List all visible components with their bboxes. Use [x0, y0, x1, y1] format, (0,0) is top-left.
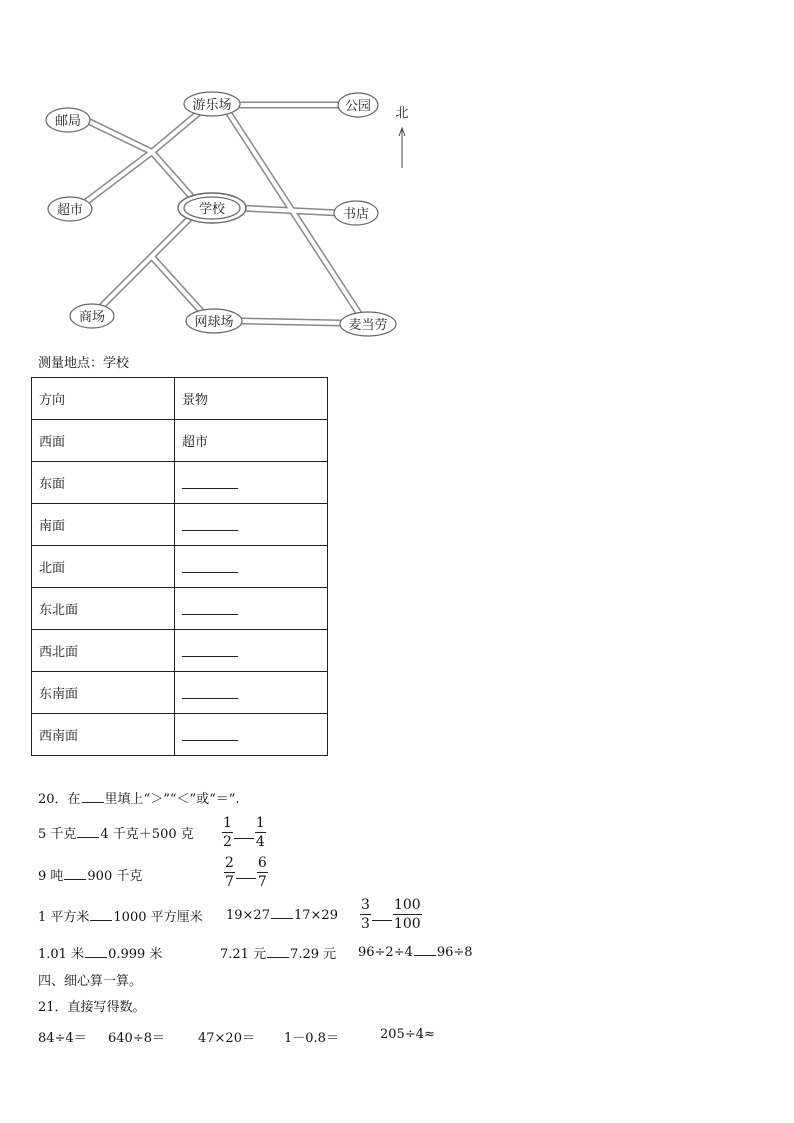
place-school	[178, 193, 246, 223]
answer-blank-cell[interactable]	[175, 546, 328, 588]
answer-blank-cell[interactable]	[175, 630, 328, 672]
fraction-compare-1	[222, 814, 266, 851]
svg-text:网球场: 网球场	[194, 315, 234, 330]
row-direction: 西南面	[32, 714, 175, 756]
compare-blank[interactable]	[64, 867, 86, 880]
place-tennis-court	[186, 309, 242, 333]
table-row	[32, 588, 328, 630]
row-direction: 东南面	[32, 672, 175, 714]
svg-text:邮局: 邮局	[54, 114, 82, 129]
compare-blank[interactable]	[271, 906, 293, 919]
row-direction: 西北面	[32, 630, 175, 672]
compare-row-3a: 1 平方米 1000 平方厘米	[38, 910, 203, 925]
svg-text:公园: 公园	[344, 99, 372, 114]
place-supermarket	[48, 197, 92, 221]
place-bookstore	[334, 201, 378, 225]
fraction: $\frac{1}{2}$	[223, 815, 232, 850]
fraction: $\frac{2}{7}$	[225, 855, 234, 890]
fraction-compare-2	[224, 854, 268, 891]
svg-text:书店: 书店	[342, 207, 370, 222]
svg-text:学校: 学校	[198, 202, 226, 217]
direction-table	[31, 377, 328, 756]
svg-text:游乐场: 游乐场	[192, 98, 232, 113]
direction-map	[30, 80, 430, 350]
compare-blank[interactable]	[372, 920, 392, 921]
place-mall	[70, 304, 114, 328]
row-scenery: 超市	[175, 420, 328, 462]
table-header-row	[32, 378, 328, 420]
fraction: $\frac{3}{3}$	[361, 897, 370, 932]
blank-example	[82, 790, 104, 803]
answer-blank-cell[interactable]	[175, 504, 328, 546]
calc-item: 84÷4＝	[38, 1031, 87, 1046]
north-arrow	[395, 106, 408, 168]
compare-row-4b: 7.21 元 7.29 元	[220, 947, 337, 962]
header-direction: 方向	[32, 378, 175, 420]
answer-line[interactable]	[182, 644, 238, 657]
measure-location: 测量地点：学校	[38, 356, 130, 371]
table-row	[32, 714, 328, 756]
compare-blank[interactable]	[414, 943, 436, 956]
answer-blank-cell[interactable]	[175, 462, 328, 504]
q21-title: 21．直接写得数。	[38, 1000, 146, 1015]
table-row	[32, 504, 328, 546]
fraction: $\frac{100}{100}$	[393, 897, 421, 932]
svg-text:超市: 超市	[56, 203, 84, 218]
table-row	[32, 630, 328, 672]
svg-text:北: 北	[395, 106, 409, 121]
answer-line[interactable]	[182, 518, 238, 531]
answer-line[interactable]	[182, 476, 238, 489]
calc-item: 47×20＝	[198, 1031, 255, 1046]
row-direction: 西面	[32, 420, 175, 462]
fraction: $\frac{6}{7}$	[257, 855, 267, 890]
compare-row-3b: 19×27 17×29	[226, 908, 338, 923]
calc-item: 205÷4≈	[380, 1027, 435, 1042]
compare-blank[interactable]	[267, 945, 289, 958]
row-direction: 北面	[32, 546, 175, 588]
fraction: $\frac{1}{4}$	[255, 815, 265, 850]
answer-blank-cell[interactable]	[175, 588, 328, 630]
answer-line[interactable]	[182, 686, 238, 699]
svg-text:麦当劳: 麦当劳	[348, 318, 388, 333]
answer-line[interactable]	[182, 602, 238, 615]
compare-blank[interactable]	[85, 945, 107, 958]
row-direction: 东北面	[32, 588, 175, 630]
compare-blank[interactable]	[77, 825, 99, 838]
answer-blank-cell[interactable]	[175, 714, 328, 756]
table-row	[32, 546, 328, 588]
compare-blank[interactable]	[90, 908, 112, 921]
compare-row-2a: 9 吨 900 千克	[38, 869, 143, 884]
calc-item: 640÷8＝	[108, 1031, 165, 1046]
table-row	[32, 462, 328, 504]
calc-item: 1－0.8＝	[284, 1031, 339, 1046]
compare-blank[interactable]	[234, 838, 254, 839]
place-post-office	[46, 108, 90, 132]
compare-blank[interactable]	[236, 878, 256, 879]
svg-text:商场: 商场	[78, 310, 106, 325]
fraction-compare-3	[360, 896, 422, 933]
table-row	[32, 672, 328, 714]
answer-blank-cell[interactable]	[175, 672, 328, 714]
q20-title: 20．在 里填上“＞”“＜”或“＝”.	[38, 792, 240, 807]
answer-line[interactable]	[182, 728, 238, 741]
place-amusement-park	[184, 92, 240, 116]
header-scenery: 景物	[175, 378, 328, 420]
answer-line[interactable]	[182, 560, 238, 573]
compare-row-4c: 96÷2÷4 96÷8	[358, 945, 473, 960]
table-row	[32, 420, 328, 462]
compare-row-1a: 5 千克 4 千克＋500 克	[38, 827, 194, 842]
place-park	[338, 93, 378, 117]
place-mcdonalds	[340, 312, 396, 336]
section-title: 四、细心算一算。	[38, 974, 143, 989]
compare-row-4a: 1.01 米 0.999 米	[38, 947, 163, 962]
row-direction: 南面	[32, 504, 175, 546]
row-direction: 东面	[32, 462, 175, 504]
